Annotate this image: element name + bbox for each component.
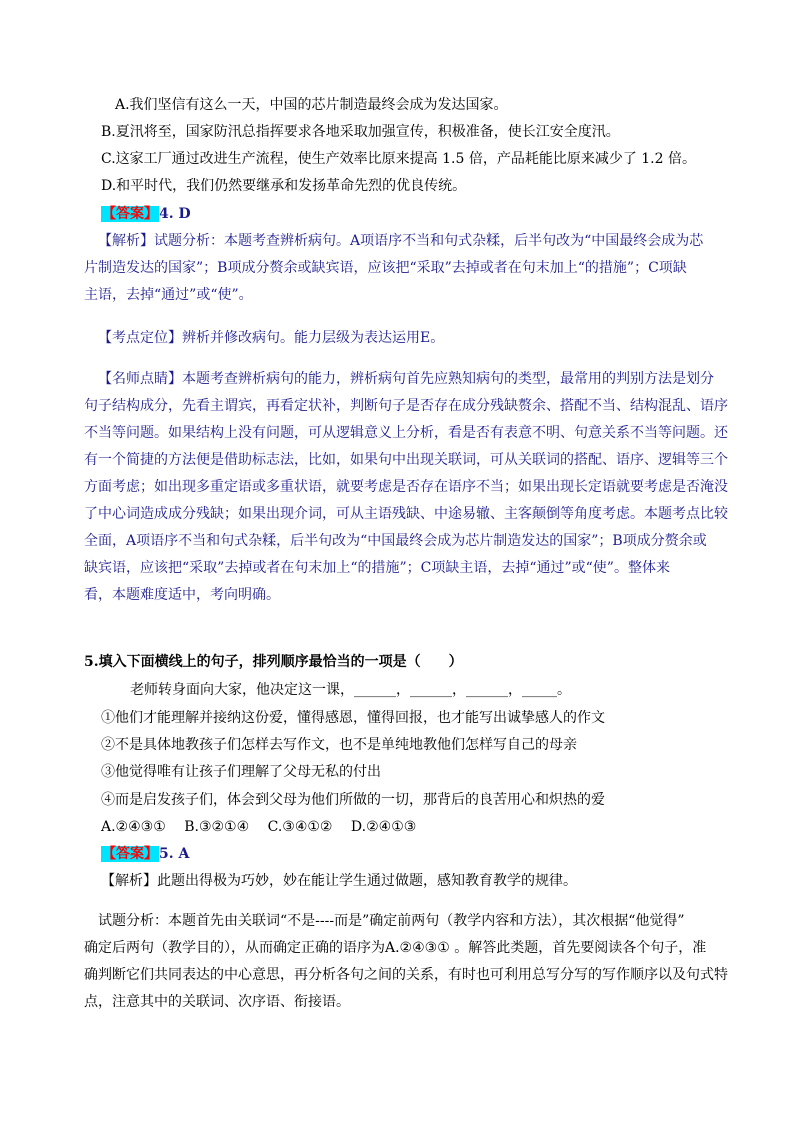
q4-mingshi-line: 有一个简捷的方法便是借助标志法，比如，如果句中出现关联词，可从关联词的搭配、语序、逻辑等三个 (84, 452, 728, 468)
q4-mingshi-line: 全面，A项语序不当和句式杂糅，后半句改为“中国最终会成为芯片制造发达的国家”；B项成分赘余或 (84, 533, 707, 549)
q5-analysis-line: 确判断它们共同表达的中心意思，再分析各句之间的关系，有时也可利用总写分写的写作顺序以及句式特 (84, 967, 728, 983)
q4-option-a: A.我们坚信有这么一天，中国的芯片制造最终会成为发达国家。 (115, 97, 508, 113)
q5-sentence-1: ①他们才能理解并接纳这份爱，懂得感恩，懂得回报，也才能写出诚挚感人的作文 (101, 710, 605, 726)
q4-mingshi-line: 方面考虑；如出现多重定语或多重状语，就要考虑是否存在语序不当；如果出现长定语就要考虑是否淹没 (84, 479, 728, 495)
q5-analysis (98, 908, 685, 935)
q5-choices: A.②④③① B.③②①④ C.③④①② D.②④①③ (101, 819, 417, 835)
answer-tag: 【答案】 (102, 846, 158, 862)
q5-stem: 老师转身面向大家，他决定这一课，______，______，______，_____。 (130, 682, 571, 698)
q4-mingshi-line: 句子结构成分，先看主谓宾，再看定状补，判断句子是否存在成分残缺赘余、搭配不当、结构混乱、语序 (84, 398, 728, 414)
q4-option-d: D.和平时代，我们仍然要继承和发扬革命先烈的优良传统。 (101, 178, 467, 194)
q4-mingshi-cont (84, 393, 728, 609)
q4-mingshi-line: 看，本题难度适中，考向明确。 (84, 587, 280, 603)
q4-mingshi-line: 了中心词造成成分残缺；如果出现介词，可从主语残缺、中途易辙、主客颠倒等角度考虑。本题考点比较 (84, 506, 728, 522)
q4-mingshi-line: 缺宾语，应该把“采取”去掉或者在句末加上“的措施”；C项缺主语，去掉“通过”或“使”。整体来 (84, 560, 670, 576)
answer-tag: 【答案】 (102, 206, 158, 222)
q5-analysis-line: 试题分析：本题首先由关联词“不是----而是”确定前两句（教学内容和方法），其次根据“他觉得” (98, 913, 685, 929)
q4-analysis (98, 228, 703, 255)
q4-mingshi-line: 【名师点睛】本题考查辨析病句的能力，辨析病句首先应熟知病句的类型，最常用的判别方法是划分 (98, 371, 714, 387)
q5-title: 5.填入下面横线上的句子，排列顺序最恰当的一项是（ ） (84, 654, 463, 670)
q5-analysis-line: 确定后两句（教学目的），从而确定正确的语序为A.②④③① 。解答此类题，首先要阅读各个句子，准 (84, 940, 707, 956)
q5-sentence-4: ④而是启发孩子们，体会到父母为他们所做的一切，那背后的良苦用心和炽热的爱 (101, 792, 605, 808)
q4-analysis-line: 片制造发达的国家”；B项成分赘余或缺宾语，应该把“采取”去掉或者在句末加上“的措施”；C项缺 (84, 260, 687, 276)
q4-option-c: C.这家工厂通过改进生产流程，使生产效率比原来提高 1.5 倍，产品耗能比原来减少了 1.2 倍。 (101, 151, 696, 167)
q4-mingshi-line: 不当等问题。如果结构上没有问题，可从逻辑意义上分析，看是否有表意不明、句意关系不当等问题。还 (84, 425, 728, 441)
q4-mingshi (98, 366, 714, 393)
answer-value: 4. D (159, 206, 191, 222)
q5-jiexi: 【解析】此题出得极为巧妙，妙在能让学生通过做题，感知教育教学的规律。 (101, 873, 577, 889)
q4-answer (101, 205, 191, 223)
q5-answer (101, 845, 189, 863)
q4-analysis-line: 【解析】试题分析：本题考查辨析病句。A项语序不当和句式杂糅，后半句改为“中国最终会成为芯 (98, 233, 704, 249)
answer-value: 5. A (159, 846, 190, 862)
q4-option-b: B.夏汛将至，国家防汛总指挥要求各地采取加强宣传，积极准备，使长江安全度汛。 (101, 124, 620, 140)
q4-analysis-line: 主语，去掉“通过”或“使”。 (84, 287, 253, 303)
q5-sentence-3: ③他觉得唯有让孩子们理解了父母无私的付出 (101, 764, 381, 780)
q5-analysis-line: 点，注意其中的关联词、次序语、衔接语。 (84, 994, 350, 1010)
q4-kaodian: 【考点定位】辨析并修改病句。能力层级为表达运用E。 (98, 330, 445, 346)
q4-analysis-cont (84, 255, 687, 309)
q5-sentence-2: ②不是具体地教孩子们怎样去写作文，也不是单纯地教他们怎样写自己的母亲 (101, 737, 577, 753)
q5-analysis-cont (84, 935, 728, 1016)
